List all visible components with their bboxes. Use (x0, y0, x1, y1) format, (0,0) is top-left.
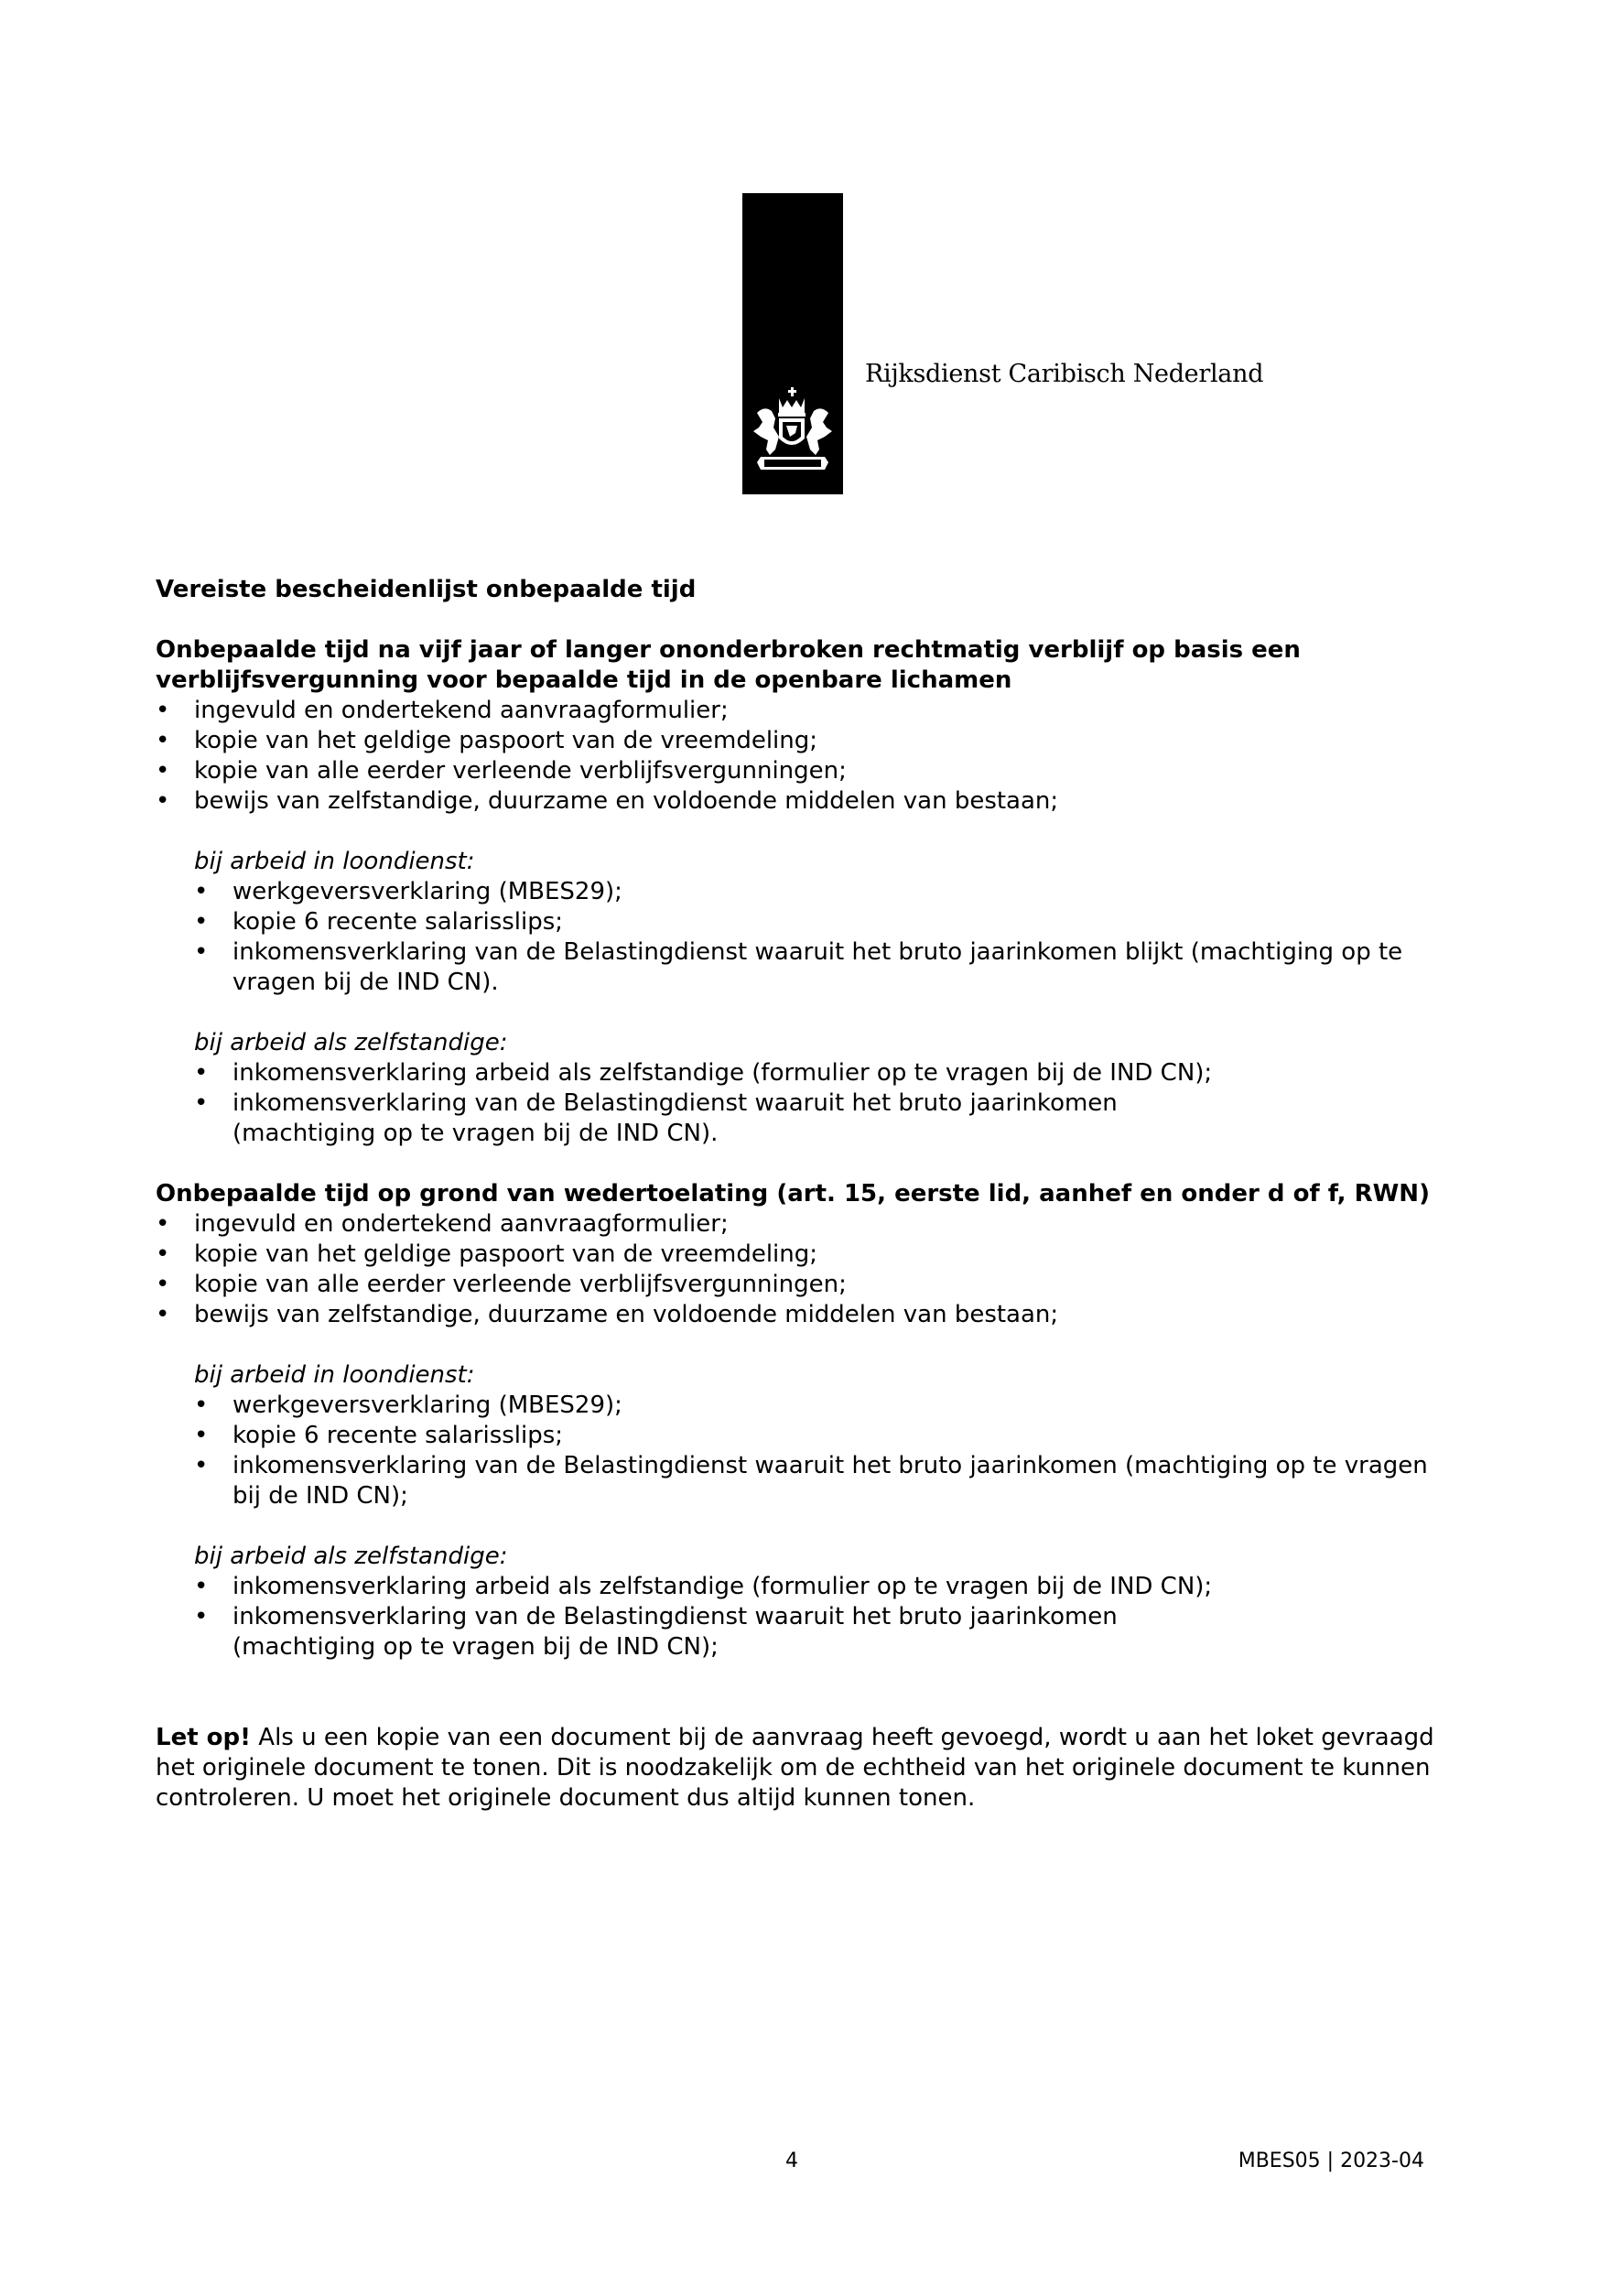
list-item: • inkomensverklaring van de Belastingdienst waaruit het bruto jaarinkomen (machtiging op te vragen bij de IND CN); (194, 1451, 1437, 1511)
list-item: • kopie 6 recente salarisslips; (194, 907, 1437, 937)
list-item: • ingevuld en ondertekend aanvraagformulier; (156, 696, 1437, 726)
document-code: MBES05 | 2023-04 (1238, 2150, 1424, 2172)
section-heading: Onbepaalde tijd op grond van wedertoelating (art. 15, eerste lid, aanhef en onder d of f, RWN) (156, 1180, 1430, 1208)
subsection-label: bij arbeid als zelfstandige: (194, 1543, 508, 1570)
notice-label: Let op! (156, 1724, 252, 1751)
list-item: • kopie van alle eerder verleende verblijfsvergunningen; (156, 1270, 1437, 1300)
list-item: • inkomensverklaring van de Belastingdienst waaruit het bruto jaarinkomen blijkt (machtiging op te vragen bij de IND CN). (194, 937, 1437, 998)
list-item: • inkomensverklaring van de Belastingdienst waaruit het bruto jaarinkomen (machtiging op te vragen bij de IND CN); (194, 1602, 1221, 1662)
list-item: • bewijs van zelfstandige, duurzame en voldoende middelen van bestaan; (156, 786, 1437, 817)
subsection-employment (194, 1360, 1437, 1511)
list-item: • kopie van alle eerder verleende verblijfsvergunningen; (156, 756, 1437, 786)
subsection-employment (194, 847, 1437, 998)
requirement-list (194, 877, 1437, 998)
requirement-list (194, 1058, 1437, 1149)
list-item: • kopie van het geldige paspoort van de vreemdeling; (156, 1240, 1437, 1270)
logo-bar (742, 193, 843, 494)
list-item: • werkgeversverklaring (MBES29); (194, 1391, 1437, 1421)
subsection-label: bij arbeid als zelfstandige: (194, 1029, 508, 1056)
requirement-list (194, 1572, 1437, 1662)
requirement-list (156, 1209, 1437, 1330)
list-item: • inkomensverklaring van de Belastingdienst waaruit het bruto jaarinkomen (machtiging op te vragen bij de IND CN). (194, 1088, 1221, 1149)
list-item: • inkomensverklaring arbeid als zelfstandige (formulier op te vragen bij de IND CN); (194, 1058, 1437, 1088)
section-heading: Onbepaalde tijd na vijf jaar of langer ononderbroken rechtmatig verblijf op basis een verblijfsvergunning voor bepaalde tijd in de openbare lichamen (156, 636, 1301, 694)
subsection-self-employed (194, 1542, 1437, 1662)
page-number: 4 (785, 2150, 798, 2172)
section-indefinite-readmission (156, 1179, 1437, 1662)
requirement-list (156, 696, 1437, 817)
document-title: Vereiste bescheidenlijst onbepaalde tijd (156, 576, 697, 603)
subsection-label: bij arbeid in loondienst: (194, 1361, 475, 1389)
section-indefinite-after-five-years (156, 635, 1437, 1149)
list-item: • werkgeversverklaring (MBES29); (194, 877, 1437, 907)
list-item: • kopie van het geldige paspoort van de vreemdeling; (156, 726, 1437, 756)
list-item: • inkomensverklaring arbeid als zelfstandige (formulier op te vragen bij de IND CN); (194, 1572, 1437, 1602)
notice-paragraph (156, 1723, 1437, 1814)
notice-text: Als u een kopie van een document bij de aanvraag heeft gevoegd, wordt u aan het loket gevraagd het originele document te tonen. Dit is noodzakelijk om de echtheid van het originele document te kunnen controleren. U moet het originele document dus altijd kunnen tonen. (156, 1724, 1434, 1812)
subsection-label: bij arbeid in loondienst: (194, 848, 475, 875)
list-item: • bewijs van zelfstandige, duurzame en voldoende middelen van bestaan; (156, 1300, 1437, 1330)
organization-name: Rijksdienst Caribisch Nederland (865, 360, 1264, 388)
list-item: • kopie 6 recente salarisslips; (194, 1421, 1437, 1451)
requirement-list (194, 1391, 1437, 1511)
document-body (156, 575, 1437, 1837)
coat-of-arms-icon (748, 385, 838, 477)
subsection-self-employed (194, 1028, 1437, 1149)
list-item: • ingevuld en ondertekend aanvraagformulier; (156, 1209, 1437, 1240)
